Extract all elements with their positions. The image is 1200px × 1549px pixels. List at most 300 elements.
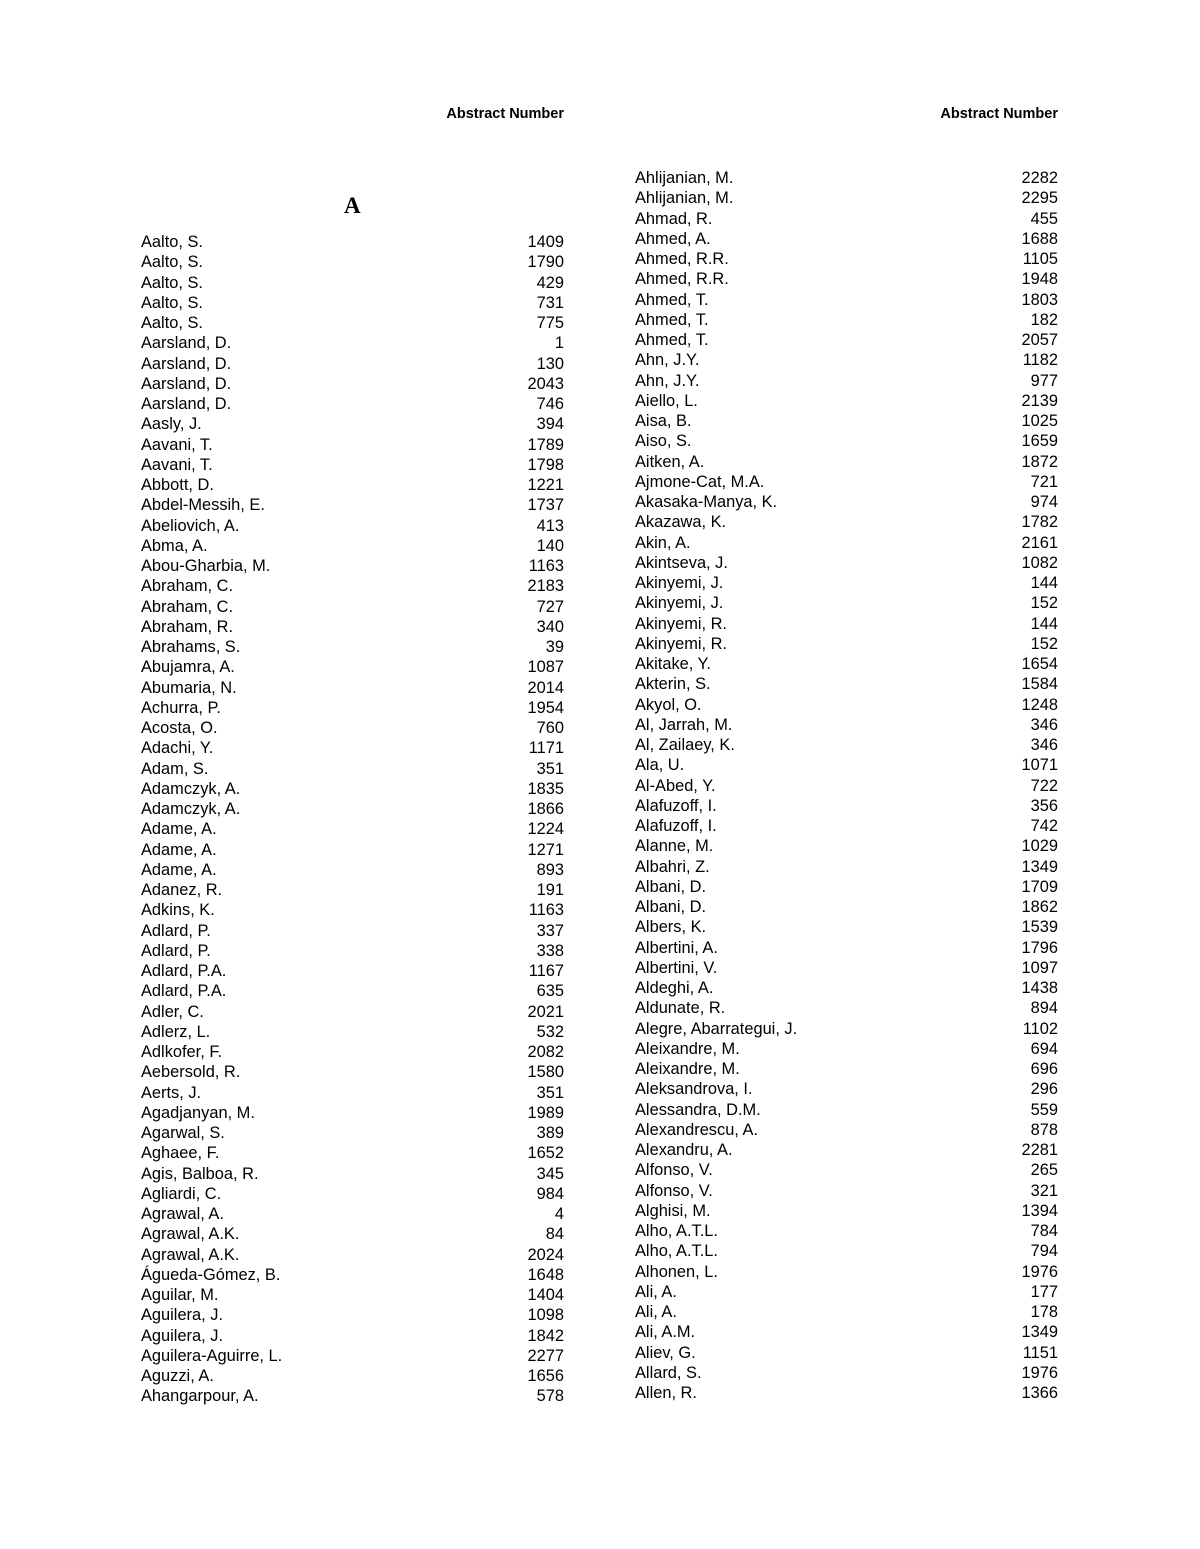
index-entry bbox=[635, 634, 1058, 654]
author-name: Aisa, B. bbox=[635, 412, 692, 430]
abstract-number: 1580 bbox=[527, 1063, 564, 1082]
index-entry bbox=[141, 556, 564, 576]
author-name: Akin, A. bbox=[635, 533, 691, 552]
index-entry bbox=[141, 1265, 564, 1285]
index-entry bbox=[635, 1322, 1058, 1342]
abstract-number: 559 bbox=[1030, 1100, 1058, 1119]
author-name: Adlard, P.A. bbox=[141, 982, 227, 1001]
author-name: Alegre, Abarrategui, J. bbox=[635, 1019, 798, 1038]
abstract-number: 1584 bbox=[1021, 675, 1058, 694]
author-name: Albani, D. bbox=[635, 877, 707, 896]
author-name: Alfonso, V. bbox=[635, 1161, 713, 1180]
index-entry bbox=[141, 333, 564, 353]
abstract-number: 296 bbox=[1030, 1080, 1058, 1099]
index-entry bbox=[141, 840, 564, 860]
index-entry bbox=[141, 657, 564, 677]
author-name: Aleixandre, M. bbox=[635, 1039, 740, 1058]
abstract-number: 351 bbox=[536, 759, 564, 778]
abstract-number: 775 bbox=[536, 314, 564, 332]
index-entry bbox=[141, 1224, 564, 1244]
author-name: Ahn, J.Y. bbox=[635, 371, 700, 390]
abstract-number: 346 bbox=[1030, 736, 1058, 754]
abstract-number: 337 bbox=[536, 921, 564, 940]
index-entry bbox=[635, 938, 1058, 958]
author-name: Albani, D. bbox=[635, 898, 707, 916]
index-entry bbox=[635, 816, 1058, 836]
index-entry bbox=[141, 576, 564, 596]
author-name: Alanne, M. bbox=[635, 837, 714, 856]
index-entry bbox=[141, 880, 564, 900]
right-index-list bbox=[635, 168, 1058, 1403]
index-entry bbox=[141, 1002, 564, 1022]
author-name: Adlard, P.A. bbox=[141, 962, 227, 980]
abstract-number: 1438 bbox=[1021, 979, 1058, 997]
index-entry bbox=[635, 593, 1058, 613]
index-entry bbox=[141, 718, 564, 738]
abstract-number: 1709 bbox=[1021, 877, 1058, 896]
author-name: Aleixandre, M. bbox=[635, 1060, 740, 1078]
author-name: Aebersold, R. bbox=[141, 1063, 241, 1082]
index-entry bbox=[635, 998, 1058, 1018]
abstract-number: 2024 bbox=[527, 1245, 564, 1264]
author-name: Adame, A. bbox=[141, 820, 217, 839]
author-name: Ali, A.M. bbox=[635, 1323, 696, 1342]
abstract-number: 784 bbox=[1030, 1222, 1058, 1240]
index-entry bbox=[141, 678, 564, 698]
index-entry bbox=[141, 799, 564, 819]
abstract-number: 1163 bbox=[528, 557, 564, 575]
left-column-header: Abstract Number bbox=[446, 106, 564, 122]
author-name: Ala, U. bbox=[635, 756, 685, 775]
abstract-number: 1737 bbox=[527, 496, 564, 515]
index-entry bbox=[635, 614, 1058, 634]
author-name: Agrawal, A. bbox=[141, 1205, 224, 1223]
author-name: Ahmed, R.R. bbox=[635, 250, 729, 268]
index-entry bbox=[635, 857, 1058, 877]
abstract-number: 1404 bbox=[527, 1286, 564, 1304]
abstract-number: 1366 bbox=[1021, 1384, 1058, 1402]
index-entry bbox=[141, 860, 564, 880]
author-name: Adamczyk, A. bbox=[141, 800, 241, 818]
author-name: Adkins, K. bbox=[141, 901, 215, 920]
abstract-number: 346 bbox=[1030, 715, 1058, 734]
index-entry bbox=[141, 1366, 564, 1386]
index-entry bbox=[635, 350, 1058, 370]
abstract-number: 356 bbox=[1030, 796, 1058, 815]
index-entry bbox=[635, 674, 1058, 694]
abstract-number: 1835 bbox=[527, 779, 564, 798]
author-name: Aavani, T. bbox=[141, 435, 213, 454]
abstract-number: 1976 bbox=[1021, 1363, 1058, 1382]
abstract-number: 1803 bbox=[1021, 290, 1058, 309]
abstract-number: 1656 bbox=[527, 1367, 564, 1385]
index-entry bbox=[141, 414, 564, 434]
index-entry bbox=[141, 1305, 564, 1325]
author-name: Ahn, J.Y. bbox=[635, 351, 700, 370]
abstract-number: 1659 bbox=[1021, 432, 1058, 451]
abstract-number: 130 bbox=[536, 354, 564, 373]
abstract-number: 84 bbox=[545, 1225, 564, 1244]
author-name: Al, Zailaey, K. bbox=[635, 736, 735, 754]
index-entry bbox=[635, 1282, 1058, 1302]
abstract-number: 984 bbox=[536, 1184, 564, 1203]
author-name: Aguilar, M. bbox=[141, 1286, 219, 1304]
index-entry bbox=[635, 755, 1058, 775]
index-entry bbox=[141, 536, 564, 556]
abstract-number: 1989 bbox=[527, 1103, 564, 1122]
abstract-number: 1163 bbox=[528, 901, 564, 920]
author-name: Aghaee, F. bbox=[141, 1144, 220, 1163]
index-entry bbox=[635, 776, 1058, 796]
abstract-number: 178 bbox=[1030, 1303, 1058, 1321]
abstract-number: 321 bbox=[1030, 1181, 1058, 1200]
index-entry bbox=[635, 229, 1058, 249]
author-name: Adame, A. bbox=[141, 840, 217, 859]
abstract-number: 1349 bbox=[1021, 1323, 1058, 1342]
index-entry bbox=[635, 978, 1058, 998]
index-entry bbox=[141, 354, 564, 374]
abstract-number: 1349 bbox=[1021, 857, 1058, 876]
index-entry bbox=[141, 374, 564, 394]
abstract-number: 1082 bbox=[1021, 553, 1058, 572]
author-name: Agrawal, A.K. bbox=[141, 1245, 240, 1264]
abstract-number: 1098 bbox=[527, 1306, 564, 1325]
author-name: Abumaria, N. bbox=[141, 678, 237, 697]
index-entry bbox=[141, 921, 564, 941]
index-entry bbox=[635, 897, 1058, 917]
index-entry bbox=[635, 654, 1058, 674]
abstract-number: 1394 bbox=[1021, 1201, 1058, 1220]
author-name: Aguilera, J. bbox=[141, 1326, 223, 1345]
author-name: Agrawal, A.K. bbox=[141, 1225, 240, 1244]
author-name: Agliardi, C. bbox=[141, 1184, 222, 1203]
author-name: Adlerz, L. bbox=[141, 1022, 211, 1041]
right-column-header: Abstract Number bbox=[940, 106, 1058, 122]
index-entry bbox=[635, 1363, 1058, 1383]
index-entry bbox=[141, 1285, 564, 1305]
author-name: Alhonen, L. bbox=[635, 1262, 718, 1281]
author-name: Aalto, S. bbox=[141, 314, 203, 332]
abstract-number: 1789 bbox=[527, 435, 564, 454]
author-name: Adlard, P. bbox=[141, 921, 211, 940]
index-entry bbox=[141, 1164, 564, 1184]
abstract-number: 152 bbox=[1030, 634, 1058, 653]
abstract-number: 394 bbox=[536, 415, 564, 434]
author-name: Aasly, J. bbox=[141, 415, 202, 434]
author-name: Alho, A.T.L. bbox=[635, 1242, 718, 1261]
abstract-number: 4 bbox=[554, 1205, 564, 1223]
abstract-number: 2183 bbox=[527, 577, 564, 596]
abstract-number: 727 bbox=[536, 597, 564, 616]
author-name: Ahmed, T. bbox=[635, 331, 709, 349]
index-entry bbox=[635, 715, 1058, 735]
abstract-number: 1688 bbox=[1021, 229, 1058, 248]
abstract-number: 794 bbox=[1030, 1242, 1058, 1261]
abstract-number: 2281 bbox=[1021, 1141, 1058, 1159]
index-entry bbox=[635, 533, 1058, 553]
abstract-number: 1652 bbox=[527, 1144, 564, 1163]
left-index-list bbox=[141, 232, 564, 1407]
author-name: Aalto, S. bbox=[141, 233, 203, 251]
author-name: Aleksandrova, I. bbox=[635, 1080, 753, 1099]
index-entry bbox=[635, 1059, 1058, 1079]
author-name: Aldunate, R. bbox=[635, 999, 726, 1018]
author-name: Albers, K. bbox=[635, 918, 707, 937]
abstract-number: 1102 bbox=[1022, 1019, 1058, 1038]
index-entry bbox=[141, 738, 564, 758]
author-name: Alho, A.T.L. bbox=[635, 1222, 718, 1240]
index-entry bbox=[141, 1184, 564, 1204]
author-name: Abeliovich, A. bbox=[141, 516, 240, 535]
author-name: Abma, A. bbox=[141, 536, 208, 555]
index-entry bbox=[141, 495, 564, 515]
index-entry bbox=[635, 290, 1058, 310]
abstract-number: 2021 bbox=[527, 1002, 564, 1021]
author-name: Allard, S. bbox=[635, 1363, 702, 1382]
index-entry bbox=[141, 1103, 564, 1123]
author-name: Akyol, O. bbox=[635, 695, 702, 714]
author-name: Alexandrescu, A. bbox=[635, 1120, 759, 1139]
author-name: Akintseva, J. bbox=[635, 553, 728, 572]
index-entry bbox=[141, 779, 564, 799]
abstract-number: 532 bbox=[536, 1022, 564, 1041]
abstract-number: 152 bbox=[1030, 594, 1058, 613]
index-entry bbox=[635, 452, 1058, 472]
index-entry bbox=[141, 252, 564, 272]
abstract-number: 974 bbox=[1030, 493, 1058, 511]
author-name: Akinyemi, J. bbox=[635, 574, 724, 592]
author-name: Adame, A. bbox=[141, 860, 217, 879]
author-name: Aarsland, D. bbox=[141, 354, 232, 373]
abstract-number: 893 bbox=[536, 860, 564, 879]
index-entry bbox=[141, 1143, 564, 1163]
abstract-number: 413 bbox=[536, 516, 564, 535]
author-name: Águeda-Gómez, B. bbox=[141, 1265, 281, 1284]
abstract-number: 345 bbox=[536, 1164, 564, 1183]
abstract-number: 455 bbox=[1030, 209, 1058, 228]
author-name: Albertini, V. bbox=[635, 958, 718, 977]
index-entry bbox=[141, 313, 564, 333]
author-name: Alafuzoff, I. bbox=[635, 796, 717, 815]
abstract-number: 177 bbox=[1030, 1282, 1058, 1301]
index-entry bbox=[635, 492, 1058, 512]
abstract-number: 635 bbox=[536, 982, 564, 1001]
index-entry bbox=[635, 209, 1058, 229]
index-entry bbox=[635, 1181, 1058, 1201]
index-entry bbox=[635, 391, 1058, 411]
author-name: Abujamra, A. bbox=[141, 658, 235, 677]
author-name: Alafuzoff, I. bbox=[635, 817, 717, 835]
author-name: Adamczyk, A. bbox=[141, 779, 241, 798]
index-entry bbox=[635, 1201, 1058, 1221]
author-name: Aavani, T. bbox=[141, 455, 213, 474]
index-entry bbox=[635, 188, 1058, 208]
abstract-number: 1248 bbox=[1021, 695, 1058, 714]
author-name: Ahmad, R. bbox=[635, 209, 713, 228]
author-name: Aiello, L. bbox=[635, 391, 698, 410]
author-name: Adanez, R. bbox=[141, 881, 223, 899]
author-name: Akterin, S. bbox=[635, 675, 711, 694]
abstract-number: 1798 bbox=[527, 455, 564, 474]
abstract-number: 721 bbox=[1030, 472, 1058, 491]
index-entry bbox=[141, 961, 564, 981]
author-name: Agarwal, S. bbox=[141, 1124, 225, 1142]
index-entry bbox=[141, 1083, 564, 1103]
index-entry bbox=[635, 796, 1058, 816]
author-name: Al-Abed, Y. bbox=[635, 776, 716, 795]
index-entry bbox=[635, 1019, 1058, 1039]
abstract-number: 2043 bbox=[527, 374, 564, 393]
index-entry bbox=[141, 435, 564, 455]
abstract-number: 265 bbox=[1030, 1161, 1058, 1180]
abstract-number: 894 bbox=[1030, 999, 1058, 1018]
index-entry bbox=[635, 310, 1058, 330]
index-entry bbox=[635, 330, 1058, 350]
author-name: Alghisi, M. bbox=[635, 1201, 711, 1220]
index-entry bbox=[635, 411, 1058, 431]
index-entry bbox=[141, 1042, 564, 1062]
abstract-number: 144 bbox=[1030, 574, 1058, 592]
author-name: Aliev, G. bbox=[635, 1343, 696, 1362]
index-entry bbox=[141, 1062, 564, 1082]
index-entry bbox=[635, 695, 1058, 715]
author-name: Aerts, J. bbox=[141, 1083, 202, 1102]
index-entry bbox=[141, 232, 564, 252]
abstract-number: 878 bbox=[1030, 1120, 1058, 1139]
index-entry bbox=[141, 293, 564, 313]
abstract-number: 191 bbox=[536, 881, 564, 899]
author-name: Akinyemi, R. bbox=[635, 614, 727, 633]
author-name: Agadjanyan, M. bbox=[141, 1103, 255, 1122]
index-entry bbox=[635, 1241, 1058, 1261]
index-entry bbox=[635, 249, 1058, 269]
abstract-number: 351 bbox=[536, 1083, 564, 1102]
abstract-number: 2277 bbox=[527, 1346, 564, 1365]
index-entry bbox=[635, 735, 1058, 755]
abstract-number: 1097 bbox=[1021, 958, 1058, 977]
abstract-number: 1796 bbox=[1021, 938, 1058, 957]
author-name: Alessandra, D.M. bbox=[635, 1100, 761, 1119]
index-entry bbox=[635, 1160, 1058, 1180]
abstract-number: 977 bbox=[1030, 371, 1058, 390]
index-entry bbox=[635, 1262, 1058, 1282]
index-entry bbox=[635, 573, 1058, 593]
abstract-number: 1151 bbox=[1022, 1343, 1058, 1362]
author-name: Albertini, A. bbox=[635, 938, 718, 957]
abstract-number: 722 bbox=[1030, 776, 1058, 795]
abstract-number: 1271 bbox=[527, 840, 564, 859]
author-name: Akazawa, K. bbox=[635, 513, 727, 532]
abstract-number: 1782 bbox=[1021, 513, 1058, 532]
index-entry bbox=[635, 836, 1058, 856]
abstract-number: 2082 bbox=[527, 1043, 564, 1061]
author-name: Al, Jarrah, M. bbox=[635, 715, 733, 734]
author-name: Aiso, S. bbox=[635, 432, 692, 451]
author-name: Allen, R. bbox=[635, 1384, 697, 1402]
index-entry bbox=[635, 1140, 1058, 1160]
author-name: Aarsland, D. bbox=[141, 334, 232, 353]
section-letter: A bbox=[344, 193, 361, 218]
author-name: Abraham, C. bbox=[141, 577, 234, 596]
author-name: Ahlijanian, M. bbox=[635, 169, 734, 187]
index-entry bbox=[635, 1383, 1058, 1403]
author-name: Albahri, Z. bbox=[635, 857, 710, 876]
abstract-number: 1654 bbox=[1021, 655, 1058, 673]
index-entry bbox=[141, 941, 564, 961]
abstract-number: 2161 bbox=[1021, 533, 1058, 552]
abstract-number: 429 bbox=[536, 273, 564, 292]
author-name: Akinyemi, J. bbox=[635, 594, 724, 613]
abstract-number: 1539 bbox=[1021, 918, 1058, 937]
abstract-number: 1105 bbox=[1022, 250, 1058, 268]
index-entry bbox=[635, 1039, 1058, 1059]
index-entry bbox=[141, 1022, 564, 1042]
index-entry bbox=[635, 1221, 1058, 1241]
index-entry bbox=[635, 269, 1058, 289]
author-name: Ali, A. bbox=[635, 1303, 677, 1321]
abstract-number: 746 bbox=[536, 395, 564, 413]
abstract-number: 389 bbox=[536, 1124, 564, 1142]
abstract-number: 2014 bbox=[527, 678, 564, 697]
abstract-number: 1167 bbox=[528, 962, 564, 980]
author-name: Ahlijanian, M. bbox=[635, 189, 734, 208]
abstract-number: 144 bbox=[1030, 614, 1058, 633]
author-name: Ali, A. bbox=[635, 1282, 677, 1301]
author-name: Akinyemi, R. bbox=[635, 634, 727, 653]
index-entry bbox=[141, 900, 564, 920]
abstract-number: 338 bbox=[536, 941, 564, 960]
abstract-number: 182 bbox=[1030, 310, 1058, 329]
author-name: Abbott, D. bbox=[141, 476, 214, 494]
author-name: Aarsland, D. bbox=[141, 395, 232, 413]
author-name: Agis, Balboa, R. bbox=[141, 1164, 259, 1183]
author-name: Ahmed, T. bbox=[635, 310, 709, 329]
abstract-number: 1182 bbox=[1022, 351, 1058, 370]
index-entry bbox=[635, 472, 1058, 492]
abstract-number: 1087 bbox=[527, 658, 564, 677]
index-entry bbox=[635, 512, 1058, 532]
index-entry bbox=[635, 553, 1058, 573]
author-name: Adlard, P. bbox=[141, 941, 211, 960]
author-name: Adam, S. bbox=[141, 759, 209, 778]
author-name: Aarsland, D. bbox=[141, 374, 232, 393]
index-entry bbox=[141, 475, 564, 495]
author-name: Acosta, O. bbox=[141, 719, 218, 737]
abstract-number: 1071 bbox=[1021, 756, 1058, 775]
index-entry bbox=[141, 455, 564, 475]
abstract-number: 340 bbox=[536, 617, 564, 636]
index-entry bbox=[141, 1386, 564, 1406]
author-name: Abraham, R. bbox=[141, 617, 234, 636]
author-name: Ahmed, R.R. bbox=[635, 270, 729, 289]
abstract-number: 1866 bbox=[527, 800, 564, 818]
index-entry bbox=[141, 637, 564, 657]
index-entry bbox=[635, 431, 1058, 451]
author-name: Alfonso, V. bbox=[635, 1181, 713, 1200]
index-entry bbox=[141, 1326, 564, 1346]
index-entry bbox=[141, 1346, 564, 1366]
author-name: Aitken, A. bbox=[635, 452, 705, 471]
index-entry bbox=[635, 1120, 1058, 1140]
index-entry bbox=[141, 759, 564, 779]
author-name: Aalto, S. bbox=[141, 253, 203, 272]
index-entry bbox=[635, 917, 1058, 937]
index-entry bbox=[635, 958, 1058, 978]
index-entry bbox=[141, 394, 564, 414]
author-name: Alexandru, A. bbox=[635, 1141, 733, 1159]
author-name: Aguilera, J. bbox=[141, 1306, 223, 1325]
abstract-number: 1224 bbox=[527, 820, 564, 839]
